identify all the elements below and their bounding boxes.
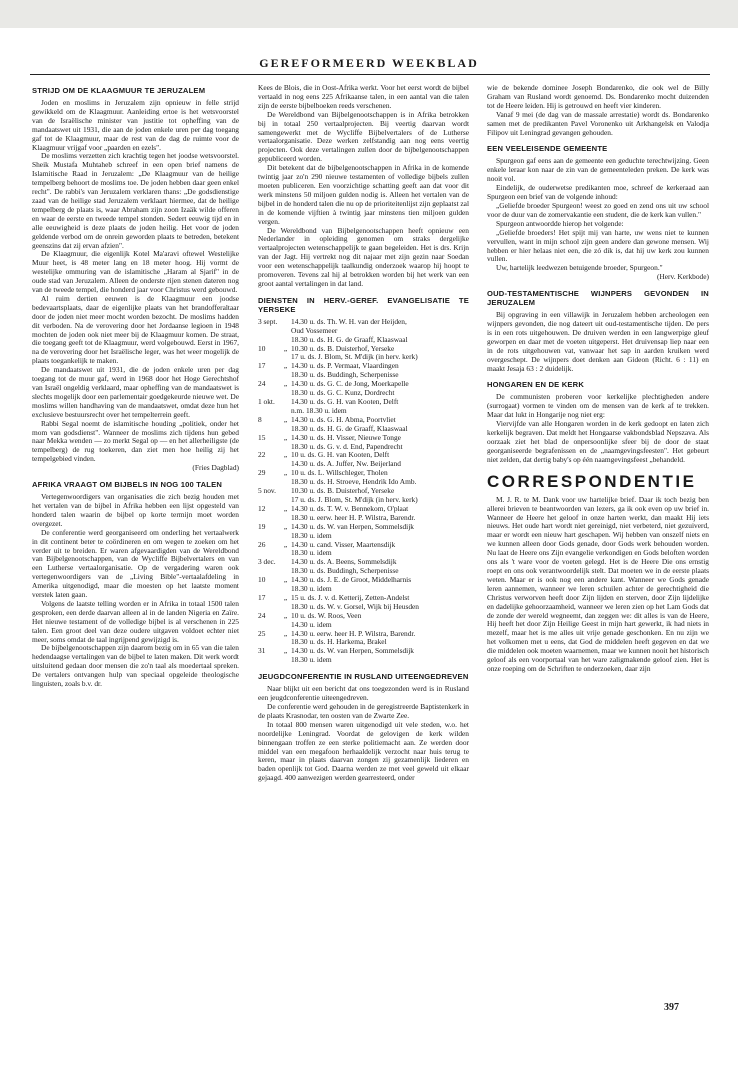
column-2 bbox=[258, 84, 469, 783]
schedule-row bbox=[258, 434, 469, 443]
source-credit: (Herv. Kerkbode) bbox=[656, 272, 709, 282]
schedule-service: 14.30 u. cand. Visser, Maartensdijk bbox=[291, 540, 396, 549]
paragraph: De Wereldbond van Bijbelgenootschappen is in Afrika betrokken bij in totaal 250 vertaalprojecten. Bij veertig daarvan wordt samengewerkt met de Wycliffe Bijbelvertalers of de Lutherse vertaalorganisatie. Deze werken zelfstandig aan nog eens veertig projecten. Ook deze vertalingen zullen door de bijbelgenootschappen gepubliceerd worden. bbox=[258, 109, 469, 164]
schedule-service: 18.30 u. ds. Buddingh, Scherpenisse bbox=[291, 371, 399, 380]
schedule-service: 10 u. ds. W. Roos, Veen bbox=[291, 611, 362, 620]
schedule-service: 18.30 u. ds. H. Stroeve, Hendrik Ido Amb. bbox=[291, 478, 417, 487]
schedule-row bbox=[258, 647, 469, 656]
schedule-row bbox=[258, 389, 469, 398]
schedule-row bbox=[258, 407, 469, 416]
schedule-row bbox=[258, 487, 469, 496]
schedule-ditto: „ bbox=[283, 503, 288, 513]
masthead-rule bbox=[30, 74, 710, 75]
paragraph: Vertegenwoordigers van organisaties die zich bezig houden met het vertalen van de bijbel in Afrika hebben een lijst opgesteld van honderd talen waarin de bijbel op korte termijn moet worden overgezet. bbox=[32, 492, 239, 528]
schedule-row bbox=[258, 612, 469, 621]
article-title-afrika: AFRIKA VRAAGT OM BIJBELS IN NOG 100 TALEN bbox=[32, 480, 223, 490]
paragraph: „Geliefde broeder Spurgeon! weest zo goed en zend ons uit uw school voor de duur van de zomervakantie een student, die de kerk kan vullen." bbox=[487, 200, 709, 219]
schedule-service: 14.30 u. ds. A. Beens, Sommelsdijk bbox=[291, 558, 397, 567]
schedule-row bbox=[258, 594, 469, 603]
schedule-date: 26 bbox=[258, 539, 266, 549]
schedule-service: 14.30 u. ds. W. van Herpen, Sommelsdijk bbox=[291, 522, 414, 531]
schedule-date: 17 bbox=[258, 592, 266, 602]
paragraph: De conferentie werd gehouden in de geregistreerde Baptistenkerk in de plaats Krasnodar, ten oosten van de Zwarte Zee. bbox=[258, 702, 469, 720]
schedule-date: 12 bbox=[258, 503, 266, 513]
schedule-service: 18.30 u. ds. G. v. d. End, Papendrecht bbox=[291, 442, 403, 451]
schedule-row bbox=[258, 549, 469, 558]
schedule-service: 14.30 u. ds. Th. W. H. van der Heijden, bbox=[291, 317, 407, 326]
paragraph: De conferentie werd georganiseerd om onderling het vertaalwerk in dit continent beter te coördineren en om wegen te zoeken om het verder uit te breiden. Er waren afgevaardigden van de Wereldbond van Bijbelgenootschappen, van de Wycliffe Bijbelvertalers en van een Lutherse vertaalorganisatie. Op de vergadering waren ook vertegenwoordigers van de „Living Bible"-vertaalafdeling in Amerika uitgenodigd, maar die moesten op het laatste moment verstek laten gaan. bbox=[32, 527, 239, 600]
paragraph: M. J. R. te M. Dank voor uw hartelijke brief. Daar ik toch bezig ben allerei brieven te beantwoorden van lezers, ga ik ook even op uw brief in. Wanneer de Heere het geloof in onze harten werkt, dan maakt Hij iets nieuws. Het oude hart wordt niet gereinigd, niet verbeterd, niet gezuiverd, maar er wordt een nieuw hart geschapen. Wij hebben van onszelf niets en we kunnen alleen door Gods genade, door Gods werk behouden worden. Nu laat de Heere ons Zijn evangelie verkondigen en Gods beloften worden ons als 't ware voor de voeten gelegd. Het is de Heere Die ons ernstig roept en ons ook verantwoordelijk stelt. Dat moeten we in de eerste plaats weten. Maar er is ook nog een andere kant. Wanneer we Gods genade leren aannemen, wanneer we leren schuilen achter de gerechtigheid die Christus verworven heeft door Zijn lijden en sterven, door Zijn lijdelijke en dadelijke gehoorzaamheid, wanneer we leren zien op het Lam Gods dat de zonde der wereld wegneemt, dan zeggen we: dit alles is van de Heere, Hij heeft het door Zijn Heilige Geest in mijn hart gewerkt, ik had niets in mezelf, maar het is me alles uit vrije genade geschonken. En nu zijn we het volkomen met u eens, dat God de middelen heeft gegeven en dat we die middelen ook moeten waarnemen, maar we kunnen nooit het historisch geloof als een voorportaal van het ware zaligmakende geloof zien. Het is onze roeping om de Schriften te onderzoeken, daar zijn bbox=[487, 494, 709, 673]
paragraph: De Klaagmuur, die eigenlijk Kotel Ma'aravi oftewel Westelijke Muur heet, is 48 meter lang en 18 meter hoog. Hij vormt de westelijke ommuring van de islamitische „Haram al Sjarif" in de oude stad van Jeruzalem. Alleen de onderste rijen stenen dateren nog van de tweede tempel, die honderd jaar voor Christus werd gebouwd. bbox=[32, 249, 239, 295]
schedule-service: 14.30 u. ds. J. E. de Groot, Middelharnis bbox=[291, 576, 412, 585]
schedule-service: 14.30 u. eerw. heer H. P. Wilstra, Barendr. bbox=[291, 629, 416, 638]
schedule-service: 18.30 u. ds. H. G. de Graaff, Klaaswaal bbox=[291, 335, 408, 344]
schedule-service: 10 u. ds. G. H. van Kooten, Delft bbox=[291, 451, 390, 460]
paragraph: De bijbelgenootschappen zijn daarom bezig om in 65 van die talen hedendaagse vertalingen van de bijbel te laten maken. Dit werk wordt uitsluitend gedaan door mensen die zo'n taal als moedertaal spreken. De vertalers ontvangen hulp van speciaal opgeleide theologische linguisten, zoals b.v. dr. bbox=[32, 643, 239, 689]
article-title-diensten: DIENSTEN IN HERV.-GEREF. EVANGELISATIE TE YERSEKE bbox=[258, 295, 469, 314]
schedule-service: 18.30 u. idem bbox=[291, 531, 332, 540]
article-title-veeleisende-gemeente: EEN VEELEISENDE GEMEENTE bbox=[487, 144, 608, 154]
schedule-date: 17 bbox=[258, 361, 266, 371]
schedule-ditto bbox=[280, 398, 291, 407]
paragraph: Kees de Blois, die in Oost-Afrika werkt. Voor het eerst wordt de bijbel vertaald in nog eens 225 Afrikaanse talen, in een aantal van die talen zijn de eerste bijbelboeken reeds verschenen. bbox=[258, 83, 469, 110]
paragraph: Spurgeon gaf eens aan de gemeente een geduchte terechtwijzing. Geen enkele leraar kon naar de zin van de gemeenteleden preken. De kerk was nooit vol. bbox=[487, 156, 709, 184]
schedule-row bbox=[258, 443, 469, 452]
schedule-row bbox=[258, 327, 469, 336]
schedule-ditto bbox=[280, 558, 291, 567]
paragraph: Viervijfde van alle Hongaren worden in de kerk gedoopt en laten zich kerkelijk begraven. Dat meldt het Hongaarse vakbondsblad Nepszava. Als oorzaak ziet het blad de onpersoonlijke sfeer bij de door de staat georganiseerde begrafenissen en de „naamgevingsfeesten". Het gebeurt niet zelden, dat dertig baby's op één naamgevingsfeest „behandeld. bbox=[487, 419, 709, 464]
schedule-service: 18.30 u. ds. H. Harkema, Brakel bbox=[291, 638, 387, 647]
schedule-row bbox=[258, 318, 469, 327]
schedule-date: 10 bbox=[258, 343, 266, 353]
schedule-row bbox=[258, 621, 469, 630]
schedule-service: 18.30 u. idem bbox=[291, 585, 332, 594]
schedule-ditto: „ bbox=[283, 414, 288, 424]
schedule-service: 15 u. ds. J. v. d. Ketterij, Zetten-Andelst bbox=[291, 593, 410, 602]
schedule-row bbox=[258, 585, 469, 594]
article-title-hongaren: HONGAREN EN DE KERK bbox=[487, 380, 585, 390]
paragraph: Naar blijkt uit een bericht dat ons toegezonden werd is in Rusland een jeugdconferentie uiteengedreven. bbox=[258, 684, 469, 703]
schedule-date: 5 nov. bbox=[258, 486, 276, 496]
schedule-service: 14.30 u. ds. G. H. van Kooten, Delft bbox=[291, 398, 399, 406]
schedule-date: 24 bbox=[258, 379, 266, 389]
schedule-row bbox=[258, 362, 469, 371]
schedule-service: 14.30 u. ds. G. H. Abma, Poortvliet bbox=[291, 415, 396, 424]
schedule-service: 17 u. ds. J. Blom, St. M'dijk (in herv. kerk) bbox=[291, 495, 418, 504]
correspondentie-heading: CORRESPONDENTIE bbox=[487, 471, 697, 491]
paragraph: Rabbi Segal noemt de islamitische houding „politiek, onder het mom van godsdienst". Wanneer de moslims zich tijdens hun gebed naar Mekka wenden — zo merkt Segal op — en het allerheiligste (de tempelberg) de rug toekeren, dan ziet men hoe heilig zij het tempelgebied vinden. bbox=[32, 418, 239, 464]
paragraph: In totaal 800 mensen waren uitgenodigd uit vele steden, w.o. het noordelijke Leningrad. Voordat de gelovigen de kerk wilden binnengaan troffen ze een sterke politiemacht aan. Ze werden door middel van een megafoon herhaaldelijk verzocht naar huis terug te keren, maar in plaats daarvan zongen zij gezamenlijk liederen en baden openlijk tot God. Daarna werden ze met veel geweld uit elkaar gejaagd. 400 aanwezigen werden gearresteerd, onder bbox=[258, 719, 469, 783]
schedule-row bbox=[258, 514, 469, 523]
schedule-row bbox=[258, 523, 469, 532]
schedule-service: 10.30 u. ds. B. Duisterhof, Yerseke bbox=[291, 487, 395, 496]
schedule-row bbox=[258, 532, 469, 541]
scan-top-margin bbox=[0, 0, 738, 28]
schedule-ditto bbox=[280, 656, 291, 665]
column-1 bbox=[32, 84, 239, 689]
schedule-date: 22 bbox=[258, 450, 266, 460]
schedule-row bbox=[258, 345, 469, 354]
schedule-date: 1 okt. bbox=[258, 397, 275, 406]
schedule-row bbox=[258, 416, 469, 425]
schedule-ditto: „ bbox=[283, 610, 288, 620]
paragraph: Vanaf 9 mei (de dag van de massale arrestatie) wordt ds. Bondarenko samen met de predikanten Pavel Voronenko uit Arkhangelsk en Valodja Filipov uit Leningrad gevangen gehouden. bbox=[487, 109, 709, 137]
schedule-ditto bbox=[280, 478, 291, 487]
schedule-service: 18.30 u. eerw. heer H. P. Wilstra, Barendr. bbox=[291, 513, 416, 522]
schedule-date: 31 bbox=[258, 646, 266, 656]
schedule-ditto: „ bbox=[283, 592, 288, 602]
schedule-ditto: „ bbox=[283, 539, 288, 549]
schedule-ditto bbox=[280, 327, 291, 336]
schedule-service: 14.30 u. ds. T. W. v. Bennekom, O'plaat bbox=[291, 504, 409, 513]
schedule-row bbox=[258, 496, 469, 505]
schedule-row bbox=[258, 398, 469, 407]
schedule-service: 18.30 u. idem bbox=[291, 549, 332, 558]
paragraph: De Wereldbond van Bijbelgenootschappen heeft opnieuw een Nederlander in opleiding genomen om straks dergelijke vertaalprojecten wetenschappelijk te gaan begeleiden. Het is drs. Krijn van der Jagt. Hij vertrekt nog dit najaar met zijn gezin naar Soedan voor een wetenschappelijk taalkundig onderzoek waarop hij hoopt te promoveren. Tevens zal hij al betrokken worden bij het werk van een groot aantal vertalingen in dat land. bbox=[258, 225, 469, 288]
schedule-row bbox=[258, 558, 469, 567]
schedule-service: 14.30 u. ds. H. Visser, Nieuwe Tonge bbox=[291, 433, 401, 442]
schedule-service: 18.30 u. idem bbox=[291, 656, 332, 665]
paragraph: Dit betekent dat de bijbelgenootschappen in Afrika in de komende twintig jaar zo'n 290 nieuwe testamenten of volledige bijbels zullen moeten publiceren. Een voorzichtige schatting geeft aan dat voor dit werk minstens 50 miljoen gulden nodig is. Alleen het vertalen van de bijbel in de honderd talen die nu op de prioriteitenlijst zijn geplaatst zal in de komende vijftien à twintig jaar minstens tien miljoen gulden vergen. bbox=[258, 163, 469, 226]
schedule-ditto: „ bbox=[283, 343, 288, 353]
schedule-date bbox=[258, 327, 280, 336]
paragraph: Bij opgraving in een villawijk in Jeruzalem hebben archeologen een wijnpers gevonden, die nog dateert uit oud-testamentische tijden. De pers is in een rots uitgehouwen. De druiven werden in een langwerpige gleuf geworpen en daar met de voeten uitgeperst. Het druivensap liep naar een in de rots uitgehouwen vat, vanwaar het sap in aarden kruiken werd overgeschept. De wijnpers doet denken aan Gideon (Richt. 6 : 11) en maakt Jesaja 63 : 2 duidelijk. bbox=[487, 310, 709, 373]
paragraph: Al ruim dertien eeuwen is de Klaagmuur een joodse bedevaartsplaats, daar de eigenlijke plaats van het brandofferaltaar door de joden niet meer mocht worden bezocht. De moslims hadden dit verboden. Na de verovering door het Jordaanse legioen in 1948 mochten de joden ook niet meer bij de Klaagmuur komen. De straat, die toegang geeft tot de Klaagmuur, werd volgebouwd. Eerst in 1967, na de verovering door het Israëlische leger, was het weer mogelijk de plaats toegankelijk te maken. bbox=[32, 293, 239, 366]
schedule-row bbox=[258, 425, 469, 434]
schedule-ditto: „ bbox=[283, 646, 288, 656]
schedule-row bbox=[258, 567, 469, 576]
schedule-row bbox=[258, 656, 469, 665]
schedule-date: 24 bbox=[258, 610, 266, 620]
schedule-row bbox=[258, 541, 469, 550]
schedule-ditto bbox=[280, 487, 291, 496]
schedule-service: 10 u. ds. L. Willschleger, Tholen bbox=[291, 469, 388, 478]
schedule-row bbox=[258, 478, 469, 487]
article-title-jeugdconferentie: JEUGDCONFERENTIE IN RUSLAND UITEENGEDREVEN bbox=[258, 672, 469, 682]
schedule-service: n.m. 18.30 u. idem bbox=[291, 406, 347, 415]
paragraph: De communisten proberen voor kerkelijke plechtigheden andere (surrogaat) vormen te vinden om de mensen van de kerk af te trekken. Maar dat lukt in Hongarije nog niet erg: bbox=[487, 392, 709, 420]
schedule-ditto: „ bbox=[283, 628, 288, 638]
page-number: 397 bbox=[664, 1002, 679, 1013]
schedule-service: 14.30 u. ds. G. C. de Jong, Moerkapelle bbox=[291, 380, 409, 389]
schedule-row bbox=[258, 380, 469, 389]
schedule-date: 10 bbox=[258, 575, 266, 585]
schedule-ditto: „ bbox=[283, 450, 288, 460]
schedule-date: 29 bbox=[258, 468, 266, 478]
schedule-row bbox=[258, 638, 469, 647]
schedule-service: 10.30 u. ds. B. Duisterhof, Yerseke bbox=[291, 344, 395, 353]
schedule-service: 18.30 u. ds. H. G. de Graaff, Klaaswaal bbox=[291, 424, 408, 433]
paragraph: Uw, hartelijk leedwezen betuigende broeder, Spurgeon." bbox=[496, 263, 663, 273]
schedule-date: 15 bbox=[258, 432, 266, 442]
schedule-row bbox=[258, 336, 469, 345]
schedule-date bbox=[258, 656, 280, 665]
schedule-service: 14.30 u. ds. P. Vermaat, Vlaardingen bbox=[291, 362, 399, 371]
paragraph: Spurgeon antwoordde hierop het volgende: bbox=[496, 218, 624, 228]
paragraph: De mandaatswet uit 1931, die de joden enkele uren per dag toegang tot de muur gaf, werd in 1968 door het Hoge Gerechtshof van Israël ongeldig verklaard, maar opheffing van de mandaatswet is slechts mogelijk door een parlementair goedgekeurde nieuwe wet. De moslims willen handhaving van de mandaatswet, omdat deze hun het exclusieve bestuursrecht over het tempelterrein geeft. bbox=[32, 365, 239, 419]
schedule-date: 8 bbox=[258, 414, 262, 424]
schedule-row bbox=[258, 353, 469, 362]
schedule-ditto: „ bbox=[283, 468, 288, 478]
schedule-row bbox=[258, 371, 469, 380]
schedule-row bbox=[258, 576, 469, 585]
schedule-ditto bbox=[280, 318, 291, 327]
paragraph: Volgens de laatste telling worden er in Afrika in totaal 1500 talen gesproken, een derde daarvan alleen al in de landen Nigeria en Zaïre. Het nieuwe testament of de volledige bijbel is al verschenen in 225 talen. Een groot deel van deze oudere uitgaven voldoet echter niet meer, soms omdat de taal ingrijpend gewijzigd is. bbox=[32, 598, 239, 644]
paragraph: „Geliefde broeders! Het spijt mij van harte, uw wens niet te kunnen vervullen, want in mijn school zijn geen andere dan gewone mensen. Wij hebben er hier helaas niet een, die zó dik is, dat hij uw kerk zou kunnen vullen. bbox=[487, 227, 709, 264]
schedule-ditto: „ bbox=[283, 379, 288, 389]
article-title-wijnpers: OUD-TESTAMENTISCHE WIJNPERS GEVONDEN IN JERUZALEM bbox=[487, 289, 709, 308]
schedule-service: 18.30 u. ds. W. v. Gorsel, Wijk bij Heusden bbox=[291, 602, 420, 611]
schedule-row bbox=[258, 469, 469, 478]
schedule-service: Oud Vossemeer bbox=[291, 326, 338, 335]
schedule-ditto bbox=[280, 389, 291, 398]
schedule-ditto: „ bbox=[283, 521, 288, 531]
schedule-service: 18.30 u. ds. Buddingh, Scherpenisse bbox=[291, 567, 399, 576]
paragraph: Eindelijk, de ouderwetse predikanten moe, schreef de kerkeraad aan Spurgeon een brief van de volgende inhoud: bbox=[487, 183, 709, 202]
schedule-row bbox=[258, 460, 469, 469]
source-credit: (Fries Dagblad) bbox=[192, 463, 239, 473]
schedule-date: 25 bbox=[258, 628, 266, 638]
schedule-date: 3 dec. bbox=[258, 557, 276, 567]
schedule-row bbox=[258, 505, 469, 514]
schedule-ditto: „ bbox=[283, 432, 288, 442]
paragraph: De moslims verzetten zich krachtig tegen het joodse wetsvoorstel. Sheik Mustafa Muhtaheb schreef in een open brief namens de Islamitische Raad in Jeruzalem: „De Klaagmuur van de heilige tempelberg behoort de moslims toe. De joden hebben daar geen enkel recht". De rabbi's van Jeruzalem verklaren thans: „De godsdienstige zaad van de heilige stad Jeruzalem verklaart hiermee, dat de heilige tempelberg de plaats is, waar Abraham zijn zoon Izaäk wilde offeren en waar de eerste en tweede tempel stonden. Sedert eeuwig tijd en in alle eeuwigheid is deze plaats de joden heilig. Het voor de joden geldende verbod om de onrein geworden plaats te betreden, betekent geenszins dat zij ervan afzien". bbox=[32, 151, 239, 250]
schedule-date: 3 sept. bbox=[258, 316, 278, 326]
article-title-klaagmuur: STRIJD OM DE KLAAGMUUR TE JERUZALEM bbox=[32, 86, 206, 95]
schedule-service: 18.30 u. ds. G. C. Kunz, Dordrecht bbox=[291, 389, 395, 398]
schedule-ditto: „ bbox=[283, 575, 288, 585]
schedule-service: 17 u. ds. J. Blom, St. M'dijk (in herv. kerk) bbox=[291, 353, 418, 362]
schedule-row bbox=[258, 451, 469, 460]
masthead: GEREFORMEERD WEEKBLAD bbox=[259, 56, 479, 70]
service-schedule bbox=[258, 318, 469, 665]
schedule-service: 14.30 u. ds. W. van Herpen, Sommelsdijk bbox=[291, 647, 414, 656]
paragraph: wie de bekende dominee Joseph Bondarenko, die ook wel de Billy Graham van Rusland wordt genoemd. Ds. Bondarenko mocht duizenden tot de Heere leiden. Hij is getrouwd en heeft vier kinderen. bbox=[487, 83, 709, 110]
column-3 bbox=[487, 84, 709, 674]
schedule-service: 14.30 u. ds. A. Juffer, Nw. Beijerland bbox=[291, 460, 401, 469]
schedule-row bbox=[258, 603, 469, 612]
schedule-ditto bbox=[280, 549, 291, 558]
paragraph: Joden en moslims in Jeruzalem zijn opnieuw in felle strijd gewikkeld om de Klaagmuur. Aanleiding ertoe is het wetsvoorstel van de Israëlische minister van justitie tot opheffing van de mandaatswet uit 1931, die aan de joden enkele uren per dag toegang gaf tot de Klaagmuur, maar de rest van de dag de ruimte voor de Klaagmuur vrijgaf voor „paarden en ezels". bbox=[32, 98, 239, 152]
schedule-service: 14.30 u. idem bbox=[291, 620, 332, 629]
schedule-ditto: „ bbox=[283, 361, 288, 371]
schedule-row bbox=[258, 630, 469, 639]
schedule-date: 19 bbox=[258, 521, 266, 531]
